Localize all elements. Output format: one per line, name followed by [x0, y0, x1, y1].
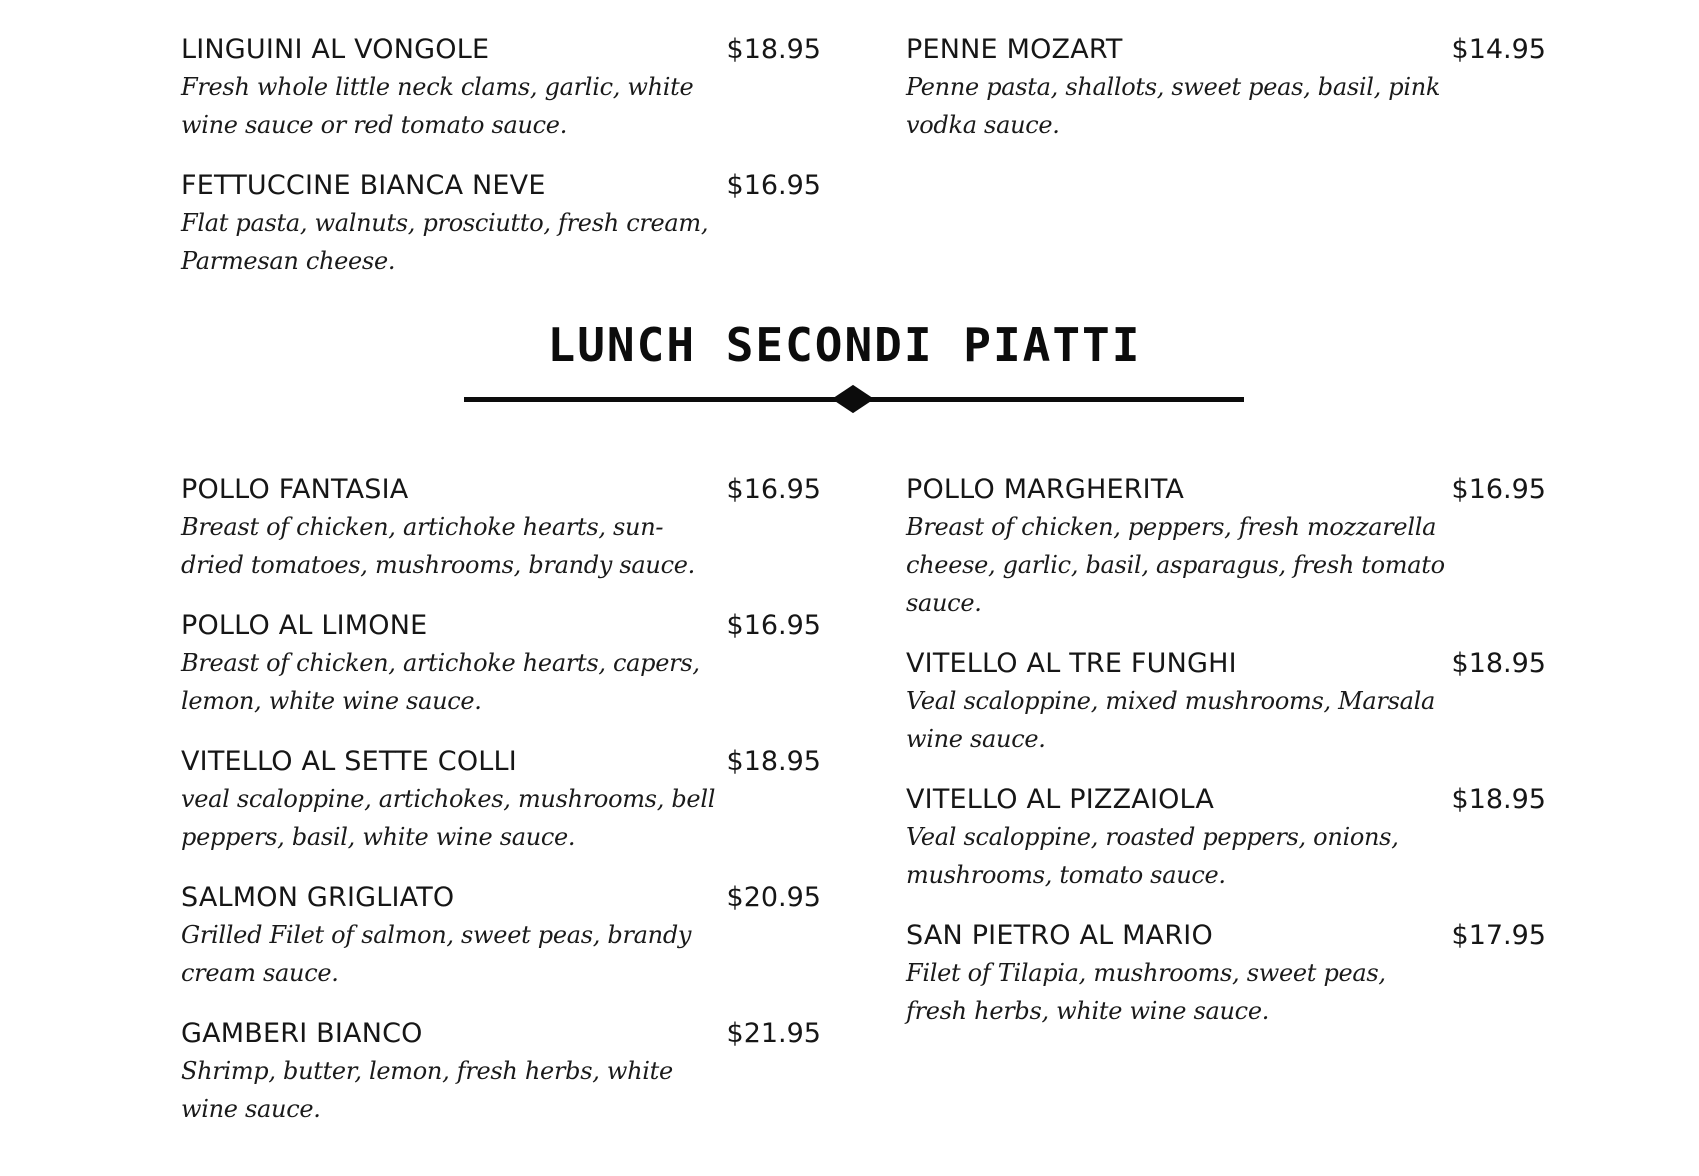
menu-item	[181, 34, 821, 144]
item-description: Grilled Filet of salmon, sweet peas, brandy cream sauce.	[181, 921, 692, 987]
diamond-ornament-icon	[832, 385, 874, 413]
menu-item	[906, 920, 1546, 1030]
item-price: $18.95	[726, 746, 821, 777]
section-heading	[0, 318, 1699, 372]
item-description: Veal scaloppine, mixed mushrooms, Marsala wine sauce.	[906, 687, 1435, 753]
item-price: $18.95	[1451, 648, 1546, 679]
item-name: POLLO AL LIMONE	[181, 610, 428, 641]
item-name: PENNE MOZART	[906, 34, 1123, 65]
item-price: $16.95	[726, 474, 821, 505]
menu-item	[181, 1018, 821, 1128]
item-name: VITELLO AL SETTE COLLI	[181, 746, 517, 777]
item-description: Fresh whole little neck clams, garlic, white wine sauce or red tomato sauce.	[181, 73, 694, 139]
menu-item	[181, 882, 821, 992]
item-name: VITELLO AL PIZZAIOLA	[906, 784, 1215, 815]
item-name: GAMBERI BIANCO	[181, 1018, 423, 1049]
item-name: FETTUCCINE BIANCA NEVE	[181, 170, 546, 201]
item-price: $16.95	[726, 610, 821, 641]
item-price: $21.95	[726, 1018, 821, 1049]
item-name: VITELLO AL TRE FUNGHI	[906, 648, 1237, 679]
menu-item	[906, 34, 1546, 144]
secondi-right-column	[906, 474, 1546, 1056]
item-description: veal scaloppine, artichokes, mushrooms, bell peppers, basil, white wine sauce.	[181, 785, 716, 851]
item-name: POLLO FANTASIA	[181, 474, 409, 505]
item-name: POLLO MARGHERITA	[906, 474, 1185, 505]
item-price: $16.95	[1451, 474, 1546, 505]
menu-item	[906, 784, 1546, 894]
item-price: $18.95	[1451, 784, 1546, 815]
item-description: Shrimp, butter, lemon, fresh herbs, white wine sauce.	[181, 1057, 673, 1123]
item-description: Flat pasta, walnuts, prosciutto, fresh cream, Parmesan cheese.	[181, 209, 709, 275]
menu-item	[906, 648, 1546, 758]
secondi-left-column	[181, 474, 821, 1154]
menu-item	[181, 474, 821, 584]
item-price: $17.95	[1451, 920, 1546, 951]
item-name: SALMON GRIGLIATO	[181, 882, 455, 913]
menu-item	[181, 746, 821, 856]
item-price: $14.95	[1451, 34, 1546, 65]
item-description: Penne pasta, shallots, sweet peas, basil, pink vodka sauce.	[906, 73, 1441, 139]
item-name: LINGUINI AL VONGOLE	[181, 34, 490, 65]
menu-item	[181, 610, 821, 720]
item-description: Veal scaloppine, roasted peppers, onions, mushrooms, tomato sauce.	[906, 823, 1399, 889]
item-description: Breast of chicken, artichoke hearts, capers, lemon, white wine sauce.	[181, 649, 700, 715]
top-right-column	[906, 34, 1546, 170]
menu-item	[181, 170, 821, 280]
item-description: Breast of chicken, artichoke hearts, sun-dried tomatoes, mushrooms, brandy sauce.	[181, 513, 695, 579]
top-left-column	[181, 34, 821, 306]
section-title: LUNCH SECONDI PIATTI	[547, 318, 1142, 372]
item-price: $20.95	[726, 882, 821, 913]
item-description: Filet of Tilapia, mushrooms, sweet peas, fresh herbs, white wine sauce.	[906, 959, 1386, 1025]
item-price: $16.95	[726, 170, 821, 201]
item-name: SAN PIETRO AL MARIO	[906, 920, 1213, 951]
item-price: $18.95	[726, 34, 821, 65]
item-description: Breast of chicken, peppers, fresh mozzarella cheese, garlic, basil, asparagus, fresh tomato sauce.	[906, 513, 1445, 617]
section-divider	[464, 388, 1244, 410]
menu-item	[906, 474, 1546, 622]
